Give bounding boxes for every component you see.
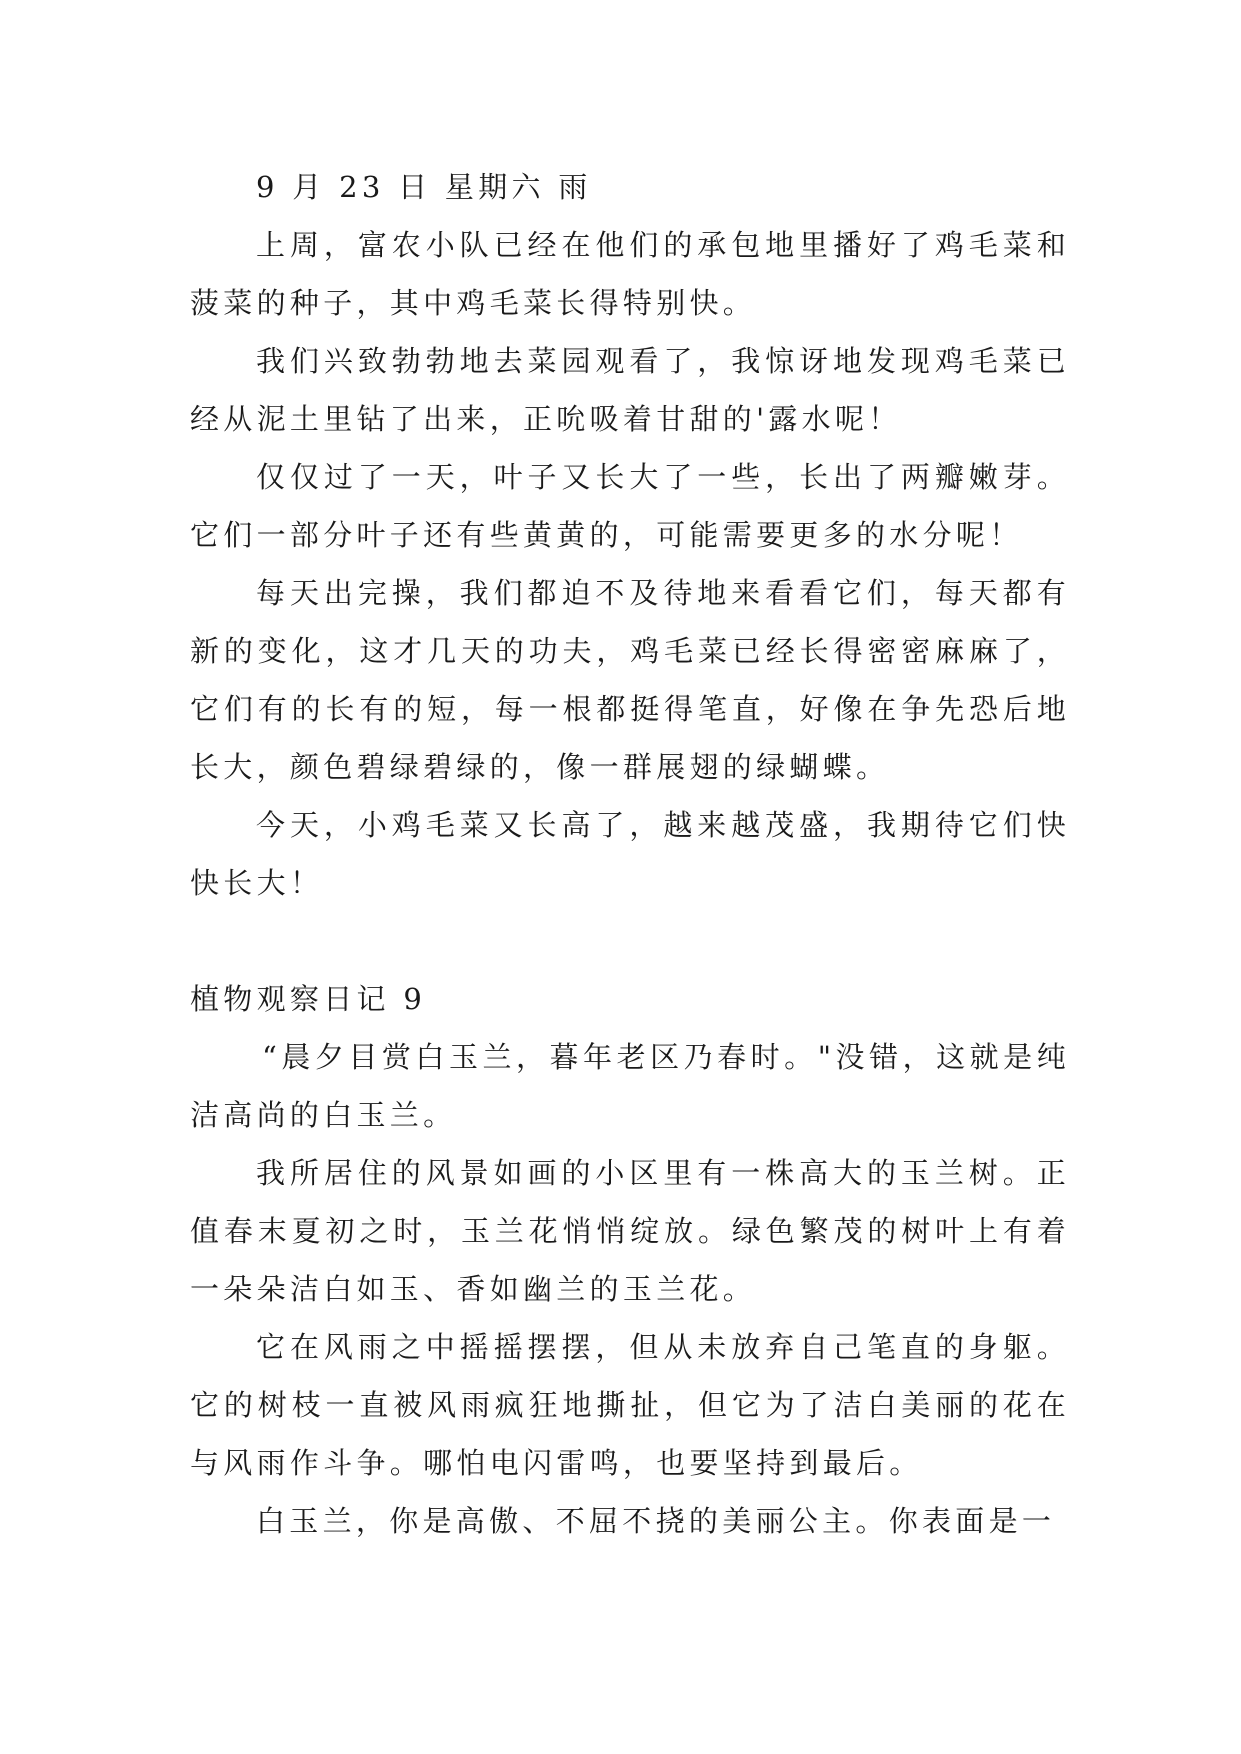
paragraph: 上周，富农小队已经在他们的承包地里播好了鸡毛菜和菠菜的种子，其中鸡毛菜长得特别快。	[190, 228, 1070, 320]
paragraph: 白玉兰，你是高傲、不屈不挠的美丽公主。你表面是一	[256, 1504, 1056, 1538]
paragraph: 每天出完操，我们都迫不及待地来看看它们，每天都有新的变化，这才几天的功夫，鸡毛菜已经长得密密麻麻了，它们有的长有的短，每一根都挺得笔直，好像在争先恐后地长大，颜色碧绿碧绿的，像一群展翅的绿蝴蝶。	[190, 576, 1070, 784]
paragraph: 我所居住的风景如画的小区里有一株高大的玉兰树。正值春末夏初之时，玉兰花悄悄绽放。绿色繁茂的树叶上有着一朵朵洁白如玉、香如幽兰的玉兰花。	[190, 1156, 1070, 1306]
paragraph: 我们兴致勃勃地去菜园观看了，我惊讶地发现鸡毛菜已经从泥土里钻了出来，正吮吸着甘甜的'露水呢！	[190, 344, 1070, 436]
paragraph: “晨夕目赏白玉兰，暮年老区乃春时。"没错，这就是纯洁高尚的白玉兰。	[190, 1040, 1070, 1132]
paragraph: 它在风雨之中摇摇摆摆，但从未放弃自己笔直的身躯。它的树枝一直被风雨疯狂地撕扯，但它为了洁白美丽的花在与风雨作斗争。哪怕电闪雷鸣，也要坚持到最后。	[190, 1330, 1070, 1480]
paragraph: 今天，小鸡毛菜又长高了，越来越茂盛，我期待它们快快长大！	[190, 808, 1070, 900]
document-body	[190, 158, 1070, 1550]
paragraph: 仅仅过了一天，叶子又长大了一些，长出了两瓣嫩芽。它们一部分叶子还有些黄黄的，可能需要更多的水分呢！	[190, 460, 1070, 552]
diary-date-line: 9 月 23 日 星期六 雨	[256, 170, 592, 204]
section-title: 植物观察日记 9	[190, 982, 427, 1016]
